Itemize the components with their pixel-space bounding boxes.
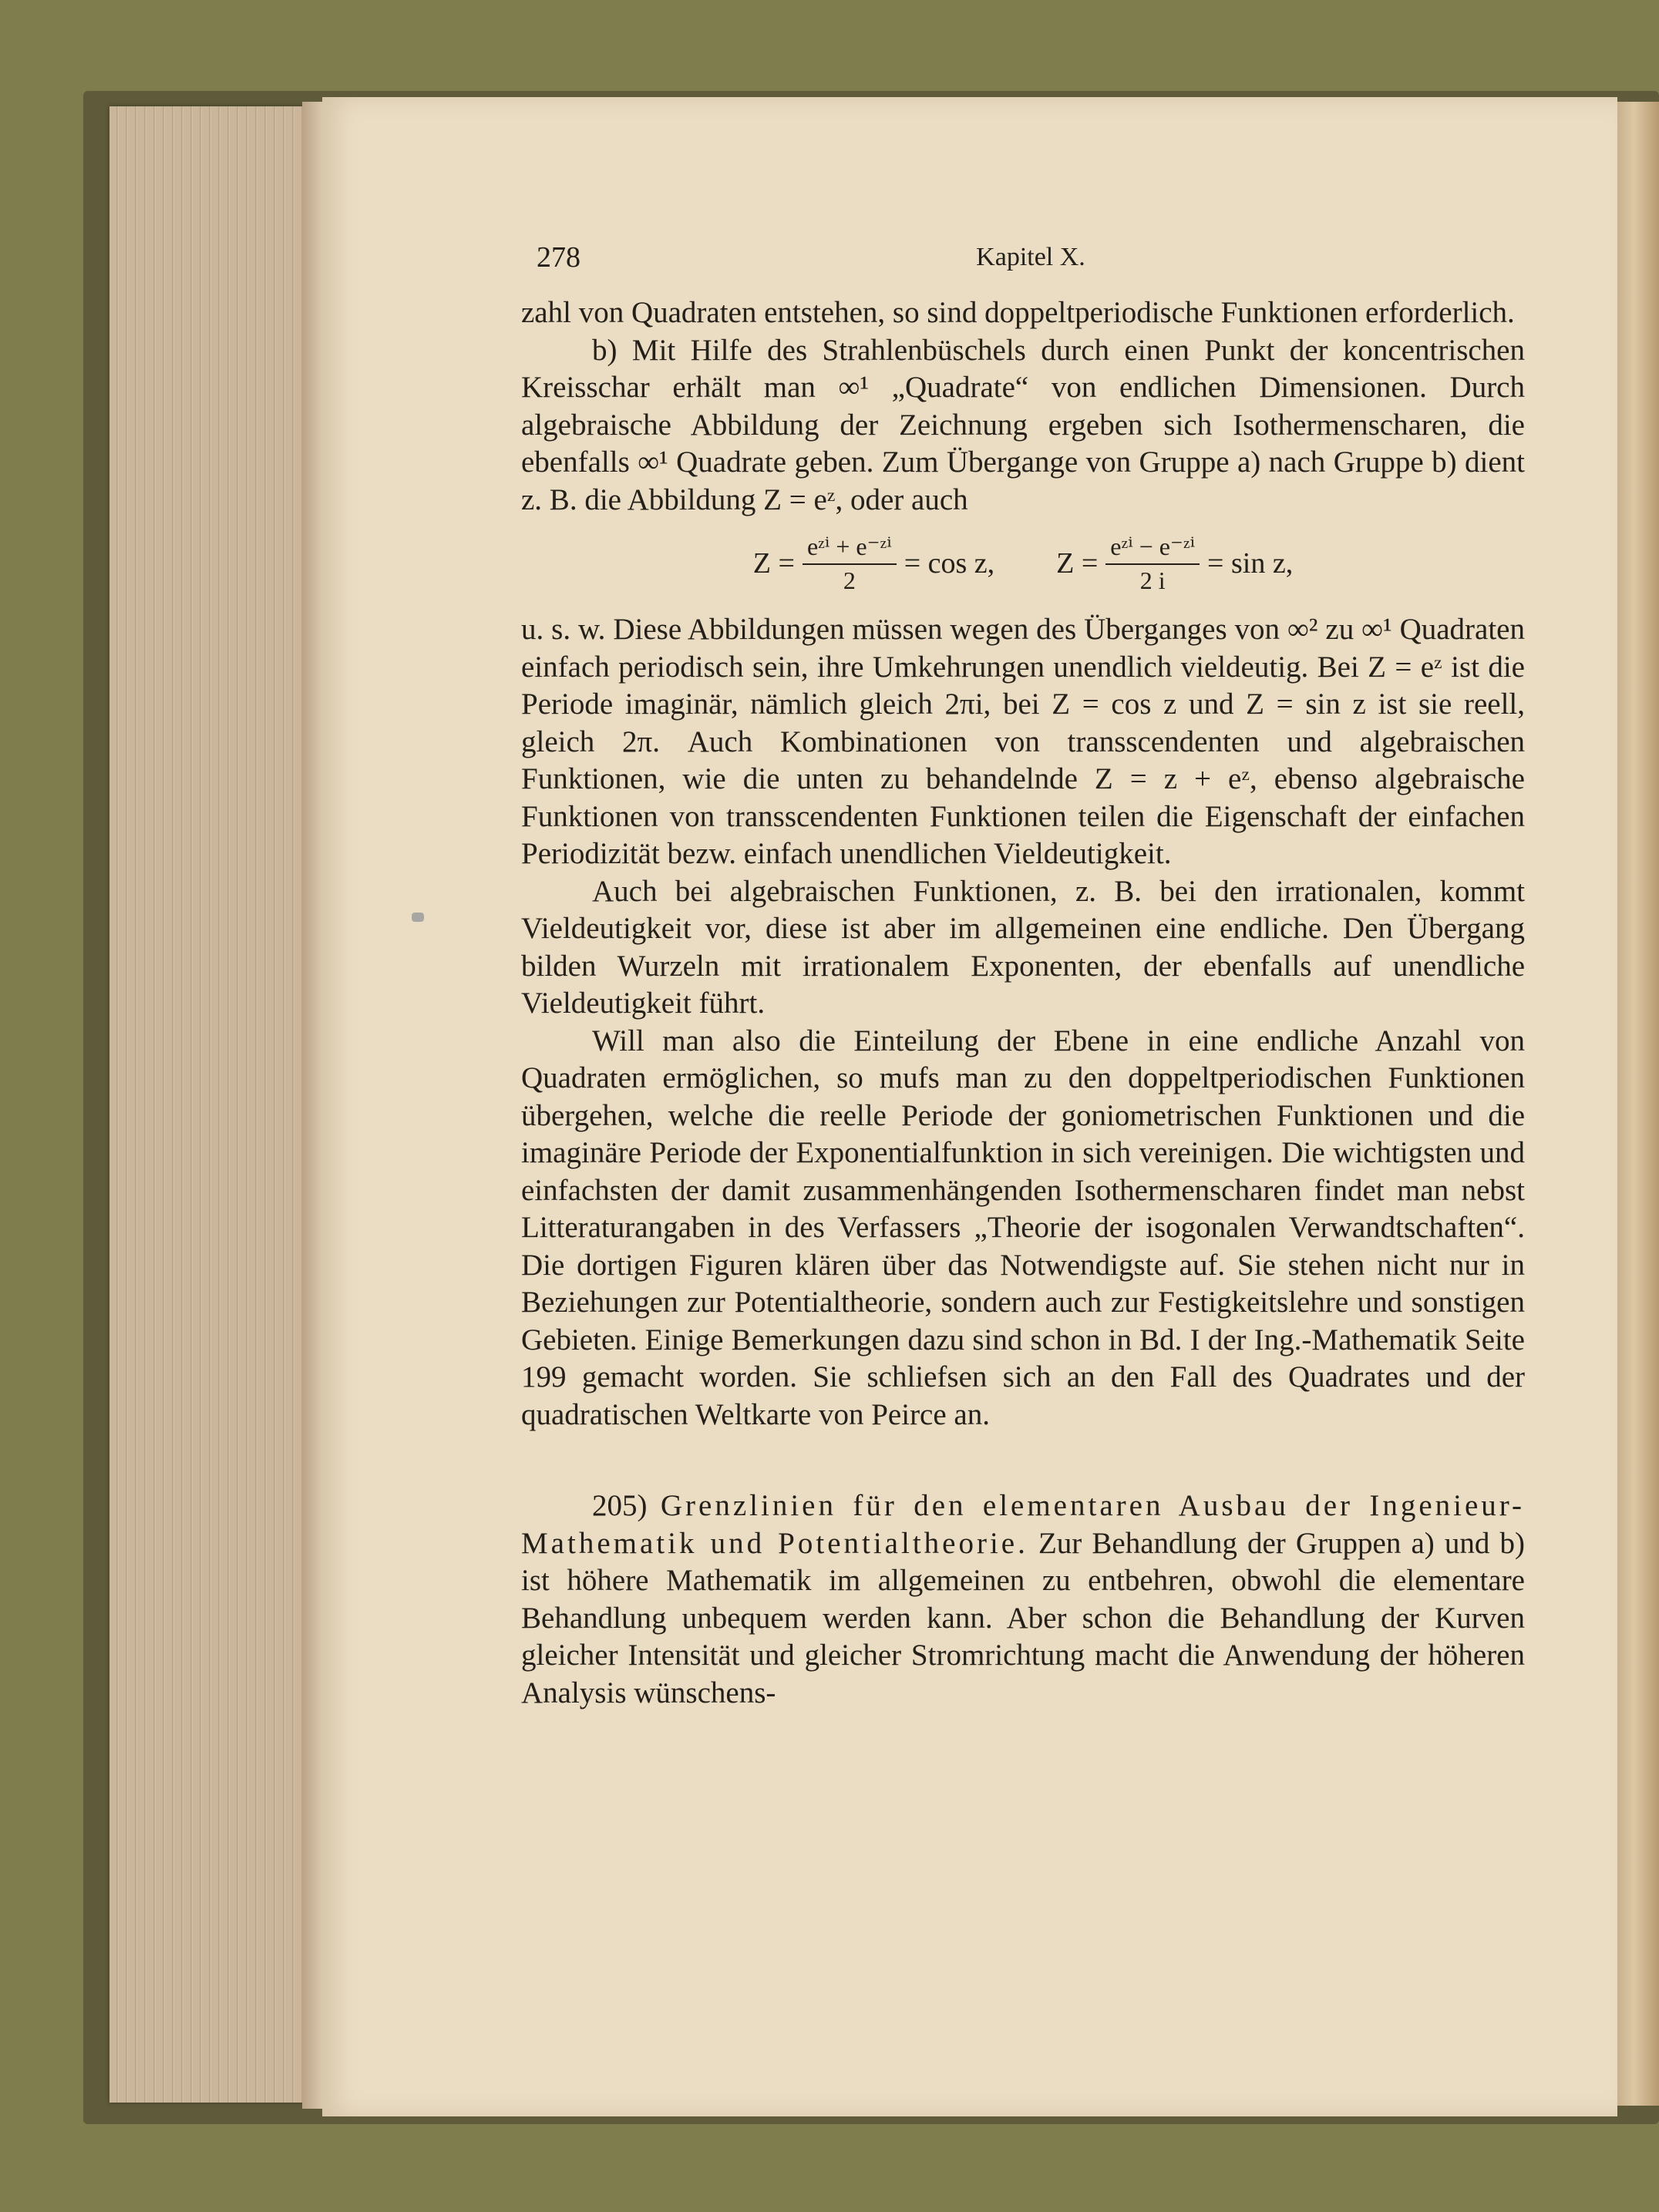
paragraph-3: u. s. w. Diese Abbildungen müssen wegen des Überganges von ∞² zu ∞¹ Quadraten einfach periodisch sein, ihre Umkehrungen unendlich vieldeutig. Bei Z = eᶻ ist die Periode imaginär, nämlich gleich 2πi, bei Z = cos z und Z = sin z ist sie reell, gleich 2π. Auch Kombinationen von transscendenten und algebraischen Funktionen, wie die unten zu behandelnde Z = z + eᶻ, ebenso algebraische Funktionen von transscendenten Funktionen teilen die Eigenschaft der einfachen Periodizität bezw. einfach unendlichen Vieldeutigkeit. [521,613,1525,870]
page-edges [109,106,318,2103]
section-205 [521,1488,1525,1712]
running-header [521,237,1525,277]
section-number: 205) [592,1489,648,1522]
fraction-sin [1105,531,1200,596]
page-text [521,237,1525,1712]
paragraph-2: b) Mit Hilfe des Strahlenbüschels durch einen Punkt der koncentrischen Kreisschar erhält man ∞¹ „Quadrate“ von endlichen Dimensionen. Durch algebraische Abbildung der Zeichnung ergeben sich Isothermenscharen, die ebenfalls ∞¹ Quadrate geben. Zum Übergange von Gruppe a) nach Gruppe b) dient z. B. die Abbildung Z = eᶻ, oder auch [521,333,1525,516]
equation-block [521,523,1525,603]
fraction-cos [803,531,897,596]
paragraph-1: zahl von Quadraten entstehen, so sind doppeltperiodische Funktionen erforderlich. [521,296,1515,329]
fraction-sin-denominator: 2 i [1139,566,1166,594]
eq-rhs-1: = cos z, [904,546,995,580]
fraction-cos-denominator: 2 [843,566,856,594]
paragraph-4: Auch bei algebraischen Funktionen, z. B. bei den irrationalen, kommt Vieldeutigkeit vor, diese ist aber im allgemeinen eine endliche. Den Übergang bilden Wurzeln mit irrationalem Exponenten, der ebenfalls auf unendliche Vieldeutigkeit führt. [521,874,1525,1020]
fraction-cos-numerator: eᶻⁱ + e⁻ᶻⁱ [803,531,897,565]
paragraph-5: Will man also die Einteilung der Ebene in eine endliche Anzahl von Quadraten ermöglichen, so mufs man zu den doppeltperiodischen Funktionen übergehen, welche die reelle Periode der goniometrischen Funktionen und die imaginäre Periode der Exponentialfunktion in sich vereinigen. Die wichtigsten und einfachsten der damit zusammenhängenden Isothermenscharen findet man nebst Litteraturangaben in des Verfassers „Theorie der isogonalen Verwandtschaften“. Die dortigen Figuren klären über das Notwendigste auf. Sie stehen nicht nur in Beziehungen zur Potentialtheorie, sondern auch zur Festigkeitslehre und sonstigen Gebieten. Einige Bemerkungen dazu sind schon in Bd. I der Ing.-Mathematik Seite 199 gemacht worden. Sie schliefsen sich an den Fall des Quadrates und der quadratischen Weltkarte von Peirce an. [521,1024,1525,1431]
next-page-edge [1617,102,1659,2106]
page-number: 278 [537,241,580,274]
section-title: Grenzlinien für den elementaren Ausbau der Ingenieur-Mathematik und Potentialtheorie. [521,1489,1526,1560]
paper-stain [412,913,424,922]
eq-rhs-2: = sin z, [1207,546,1294,580]
chapter-title: Kapitel X. [976,243,1085,271]
eq-lhs-1: Z = [752,546,795,580]
fraction-sin-numerator: eᶻⁱ − e⁻ᶻⁱ [1105,531,1200,565]
eq-lhs-2: Z = [1056,546,1099,580]
section-body: Zur Behandlung der Gruppen a) und b) ist höhere Mathematik im allgemeinen zu entbehren, obwohl die elementare Behandlung unbequem werden kann. Aber schon die Behandlung der Kurven gleicher Intensität und gleicher Stromrichtung macht die Anwendung der höheren Analysis wünschens- [521,1526,1525,1709]
